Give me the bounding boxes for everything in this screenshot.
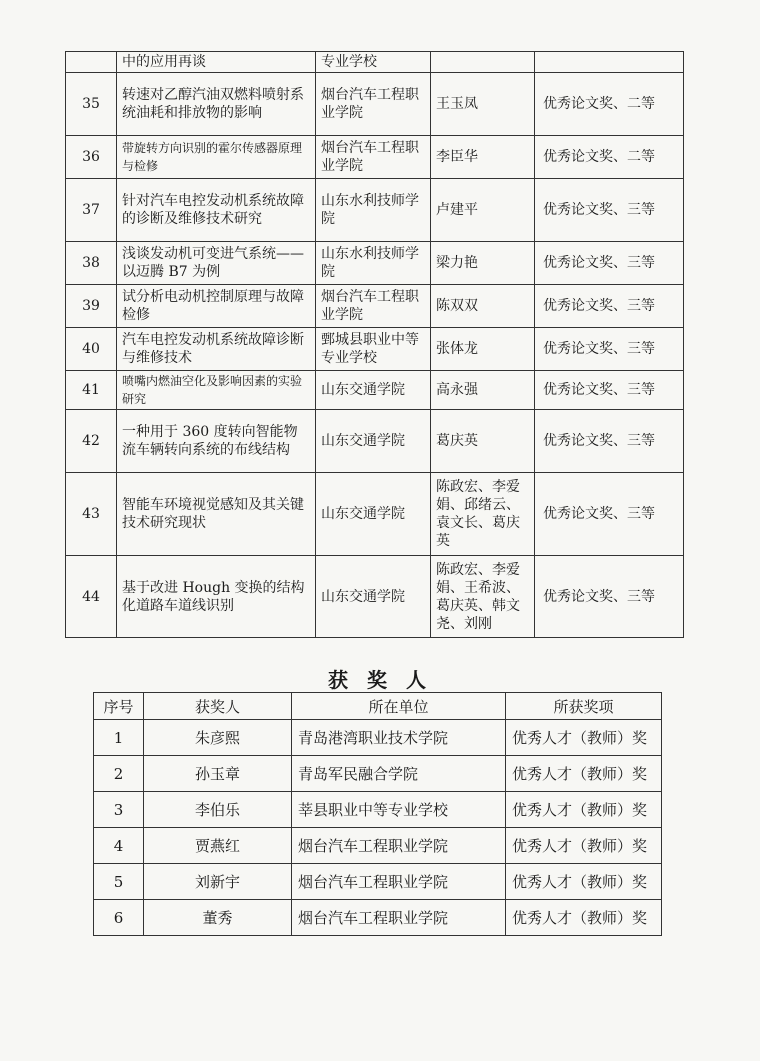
table-row [94,792,662,828]
unit-cell: 山东水利技师学院 [316,242,431,285]
title-cell: 基于改进 Hough 变换的结构化道路车道线识别 [117,556,316,638]
award-cell: 优秀论文奖、三等 [535,473,684,556]
unit-cell: 烟台汽车工程职业学院 [316,285,431,328]
table-row [66,556,684,638]
authors-cell: 葛庆英 [431,410,535,473]
num-cell: 43 [66,473,117,556]
authors-cell: 高永强 [431,371,535,410]
num-cell: 3 [94,792,144,828]
table-row [94,720,662,756]
authors-cell [431,52,535,73]
award-cell: 优秀论文奖、三等 [535,371,684,410]
num-cell: 35 [66,73,117,136]
unit-cell: 烟台汽车工程职业学院 [292,828,506,864]
award-cell: 优秀人才（教师）奖 [506,756,662,792]
table-row [66,73,684,136]
name-cell: 李伯乐 [144,792,292,828]
title-cell: 浅谈发动机可变进气系统——以迈腾 B7 为例 [117,242,316,285]
awardees-table [93,692,662,936]
award-cell: 优秀人才（教师）奖 [506,864,662,900]
awardees-section-title: 获 奖 人 [328,668,432,692]
unit-cell: 莘县职业中等专业学校 [292,792,506,828]
unit-cell: 山东交通学院 [316,371,431,410]
table-row [66,410,684,473]
num-cell: 1 [94,720,144,756]
table-row [94,864,662,900]
num-cell: 42 [66,410,117,473]
num-cell: 36 [66,136,117,179]
num-cell: 5 [94,864,144,900]
title-cell: 带旋转方向识别的霍尔传感器原理与检修 [117,136,316,179]
award-cell: 优秀人才（教师）奖 [506,720,662,756]
award-cell: 优秀论文奖、三等 [535,285,684,328]
num-cell: 39 [66,285,117,328]
title-cell: 针对汽车电控发动机系统故障的诊断及维修技术研究 [117,179,316,242]
name-cell: 刘新宇 [144,864,292,900]
award-cell: 优秀人才（教师）奖 [506,792,662,828]
num-cell: 38 [66,242,117,285]
unit-cell: 青岛军民融合学院 [292,756,506,792]
name-cell: 贾燕红 [144,828,292,864]
award-cell: 优秀论文奖、三等 [535,328,684,371]
award-cell: 优秀论文奖、三等 [535,556,684,638]
award-cell: 优秀人才（教师）奖 [506,828,662,864]
num-cell: 37 [66,179,117,242]
award-cell: 优秀论文奖、三等 [535,242,684,285]
unit-cell: 烟台汽车工程职业学院 [316,73,431,136]
authors-cell: 梁力艳 [431,242,535,285]
table-row [94,900,662,936]
name-cell: 朱彦熙 [144,720,292,756]
authors-cell: 陈双双 [431,285,535,328]
title-cell: 转速对乙醇汽油双燃料喷射系统油耗和排放物的影响 [117,73,316,136]
authors-cell: 卢建平 [431,179,535,242]
name-cell: 董秀 [144,900,292,936]
num-cell: 41 [66,371,117,410]
authors-cell: 李臣华 [431,136,535,179]
unit-cell: 烟台汽车工程职业学院 [292,900,506,936]
header-award: 所获奖项 [506,693,662,720]
table-header-row [94,693,662,720]
table-row [66,52,684,73]
award-cell: 优秀论文奖、三等 [535,179,684,242]
award-cell [535,52,684,73]
table-row [66,473,684,556]
title-cell: 试分析电动机控制原理与故障检修 [117,285,316,328]
unit-cell: 专业学校 [316,52,431,73]
title-cell: 中的应用再谈 [117,52,316,73]
num-cell: 6 [94,900,144,936]
table-row [66,371,684,410]
unit-cell: 烟台汽车工程职业学院 [316,136,431,179]
name-cell: 孙玉章 [144,756,292,792]
unit-cell: 山东交通学院 [316,556,431,638]
papers-table [65,51,684,638]
title-cell: 一种用于 360 度转向智能物流车辆转向系统的布线结构 [117,410,316,473]
table-row [66,179,684,242]
header-unit: 所在单位 [292,693,506,720]
unit-cell: 山东交通学院 [316,410,431,473]
title-cell: 汽车电控发动机系统故障诊断与维修技术 [117,328,316,371]
authors-cell: 陈政宏、李爱娟、王希波、葛庆英、韩文尧、刘刚 [431,556,535,638]
authors-cell: 陈政宏、李爱娟、邱绪云、袁文长、葛庆英 [431,473,535,556]
title-cell: 喷嘴内燃油空化及影响因素的实验研究 [117,371,316,410]
table-row [66,285,684,328]
num-cell: 2 [94,756,144,792]
authors-cell: 王玉凤 [431,73,535,136]
unit-cell: 山东交通学院 [316,473,431,556]
num-cell [66,52,117,73]
award-cell: 优秀论文奖、二等 [535,136,684,179]
num-cell: 4 [94,828,144,864]
authors-cell: 张体龙 [431,328,535,371]
table-row [66,136,684,179]
unit-cell: 烟台汽车工程职业学院 [292,864,506,900]
header-num: 序号 [94,693,144,720]
award-cell: 优秀论文奖、三等 [535,410,684,473]
unit-cell: 山东水利技师学院 [316,179,431,242]
unit-cell: 青岛港湾职业技术学院 [292,720,506,756]
table-row [66,328,684,371]
table-row [66,242,684,285]
title-cell: 智能车环境视觉感知及其关键技术研究现状 [117,473,316,556]
award-cell: 优秀论文奖、二等 [535,73,684,136]
num-cell: 44 [66,556,117,638]
award-cell: 优秀人才（教师）奖 [506,900,662,936]
table-row [94,756,662,792]
num-cell: 40 [66,328,117,371]
table-row [94,828,662,864]
unit-cell: 鄄城县职业中等专业学校 [316,328,431,371]
header-name: 获奖人 [144,693,292,720]
